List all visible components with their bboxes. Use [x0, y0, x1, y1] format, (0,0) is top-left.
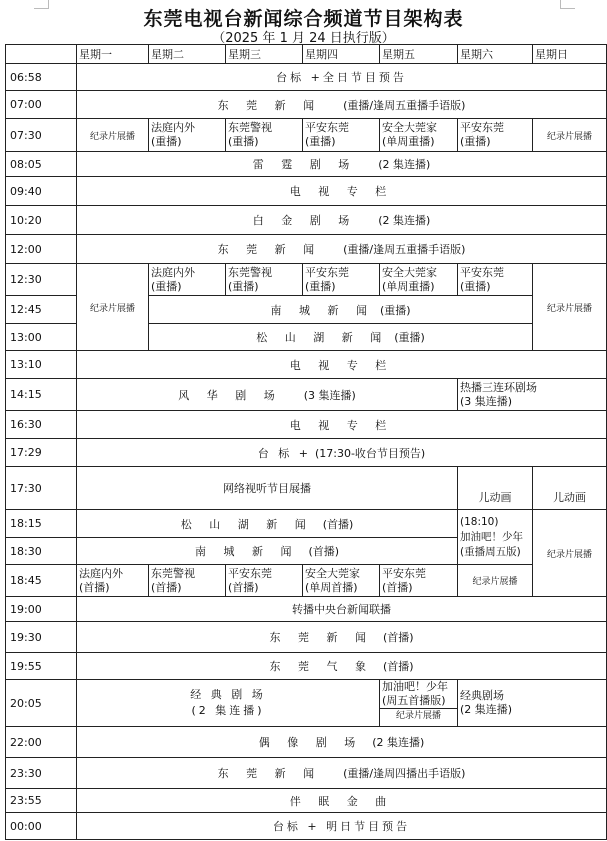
program-note: (首播) [322, 517, 354, 531]
program-cell [77, 91, 607, 119]
program-note: (重播/逢周五重播手语版) [343, 243, 466, 256]
program-cell: 安全大莞家 (单周重播) [380, 119, 458, 152]
program-title: 风 华 剧 场 [178, 388, 282, 402]
header-day: 星期三 [226, 45, 303, 64]
header-row [6, 45, 607, 64]
program-title: 东 莞 新 闻 [269, 631, 373, 644]
page-title: 东莞电视台新闻综合频道节目架构表 [143, 8, 464, 30]
program-note: (首播) [382, 631, 414, 644]
program-cell: 电 视 专 栏 [77, 411, 607, 439]
header-day: 星期六 [458, 45, 533, 64]
program-cell: 平安东莞 (首播) [380, 565, 458, 597]
program-note: (17:30-收台节目预告) [314, 446, 426, 460]
program-cell: 安全大莞家 (单周重播) [380, 264, 458, 296]
program-title: 南 城 新 闻 [270, 303, 374, 317]
table-row [6, 411, 607, 439]
program-cell: 平安东莞 (重播) [303, 264, 380, 296]
program-cell [77, 727, 607, 758]
table-row [6, 379, 607, 411]
header-day: 星期一 [77, 45, 149, 64]
table-row [6, 565, 607, 597]
time-cell: 14:15 [6, 379, 77, 411]
program-note: (2 集连播) [378, 158, 431, 171]
time-cell: 07:00 [6, 91, 77, 119]
program-cell: 电 视 专 栏 [77, 351, 607, 379]
time-cell: 18:15 [6, 510, 77, 538]
program-title: 松 山 湖 新 闻 [256, 331, 389, 344]
program-cell: 转播中央台新闻联播 [77, 597, 607, 622]
program-note: (首播) [308, 545, 340, 558]
time-cell: 23:30 [6, 758, 77, 789]
time-cell: 06:58 [6, 64, 77, 91]
table-row [6, 206, 607, 235]
program-cell [77, 206, 607, 235]
program-cell [77, 622, 607, 653]
time-cell: 19:30 [6, 622, 77, 653]
program-cell [77, 653, 607, 680]
time-cell: 18:45 [6, 565, 77, 597]
table-row [6, 758, 607, 789]
program-note: (3 集连播) [303, 388, 356, 402]
program-cell: 平安东莞 (重播) [303, 119, 380, 152]
header-time [6, 45, 77, 64]
program-note: (重播) [379, 303, 411, 317]
program-cell: 纪录片展播 [458, 565, 533, 597]
table-row [6, 91, 607, 119]
table-row [6, 119, 607, 152]
table-row [6, 653, 607, 680]
program-note: (重播) [394, 331, 425, 344]
time-cell: 12:00 [6, 235, 77, 264]
program-title: 东 莞 新 闻 [217, 767, 322, 780]
header-day: 星期五 [380, 45, 458, 64]
program-cell [77, 235, 607, 264]
table-row [6, 727, 607, 758]
program-cell: 儿动画 [533, 467, 607, 510]
table-row [6, 597, 607, 622]
program-cell [77, 510, 458, 538]
program-cell: 儿动画 [458, 467, 533, 510]
program-title: 台 标 + [257, 446, 311, 460]
table-row [6, 351, 607, 379]
table-row [6, 439, 607, 467]
program-cell: 经典剧场 (2 集连播) [458, 680, 607, 727]
table-row [6, 467, 607, 510]
time-cell: 18:30 [6, 538, 77, 565]
page-subtitle: （2025 年 1 月 24 日执行版） [212, 31, 395, 46]
program-cell: 纪录片展播 [77, 264, 149, 351]
table-row [6, 813, 607, 840]
program-cell: 电 视 专 栏 [77, 177, 607, 206]
table-row [6, 64, 607, 91]
program-note: (首播) [382, 660, 414, 673]
program-cell: 东莞警视 (重播) [226, 264, 303, 296]
program-cell: 平安东莞 (重播) [458, 264, 533, 296]
time-cell: 13:10 [6, 351, 77, 379]
time-cell: 23:55 [6, 789, 77, 813]
program-title: 雷 霆 剧 场 [252, 158, 357, 171]
time-cell: 19:55 [6, 653, 77, 680]
program-title: 东 莞 气 象 [269, 660, 373, 673]
program-cell [380, 680, 458, 727]
program-note: (2 集连播) [372, 736, 425, 749]
program-cell: 法庭内外 (重播) [149, 264, 226, 296]
time-cell: 07:30 [6, 119, 77, 152]
program-note: (重播/逢周五重播手语版) [343, 98, 466, 112]
program-cell: (18:10) 加油吧！少年 (重播周五版) [458, 510, 533, 565]
time-cell: 12:45 [6, 296, 77, 324]
program-title: 偶 像 剧 场 [258, 736, 363, 749]
time-cell: 16:30 [6, 411, 77, 439]
time-cell: 19:00 [6, 597, 77, 622]
program-cell [77, 758, 607, 789]
time-cell: 10:20 [6, 206, 77, 235]
program-title: 东 莞 新 闻 [217, 98, 322, 112]
time-cell: 00:00 [6, 813, 77, 840]
program-cell: 法庭内外 (重播) [149, 119, 226, 152]
program-cell [77, 439, 607, 467]
table-row [6, 789, 607, 813]
header-day: 星期日 [533, 45, 607, 64]
time-cell: 17:30 [6, 467, 77, 510]
program-cell [149, 324, 533, 351]
time-cell: 09:40 [6, 177, 77, 206]
program-cell [77, 152, 607, 177]
time-cell: 20:05 [6, 680, 77, 727]
table-row [6, 177, 607, 206]
program-title: 东 莞 新 闻 [217, 243, 322, 256]
table-row [6, 680, 607, 727]
program-title: 南 城 新 闻 [194, 545, 299, 558]
program-title: 白 金 剧 场 [252, 214, 357, 227]
program-cell: 安全大莞家 (单周首播) [303, 565, 380, 597]
program-cell: 纪录片展播 [533, 264, 607, 351]
program-cell: 纪录片展播 [533, 510, 607, 597]
table-row [6, 264, 607, 296]
time-cell: 22:00 [6, 727, 77, 758]
program-cell: 平安东莞 (首播) [226, 565, 303, 597]
program-cell: 东莞警视 (重播) [226, 119, 303, 152]
program-cell: 东莞警视 (首播) [149, 565, 226, 597]
program-cell: 台标 + 明日节目预告 [77, 813, 607, 840]
time-cell: 12:30 [6, 264, 77, 296]
program-cell: 纪录片展播 [533, 119, 607, 152]
program-cell: 伴 眠 金 曲 [77, 789, 607, 813]
program-cell [149, 296, 533, 324]
table-row [6, 152, 607, 177]
program-cell [77, 538, 458, 565]
program-note: (2 集连播) [378, 214, 431, 227]
table-row [6, 510, 607, 538]
program-note: 纪录片展播 [395, 711, 441, 721]
program-title: 松 山 湖 新 闻 [180, 517, 313, 531]
schedule-table [5, 44, 607, 840]
program-cell: 经 典 剧 场 (2 集连播) [77, 680, 380, 727]
program-cell: 热播三连环剧场 (3 集连播) [458, 379, 607, 411]
time-cell: 08:05 [6, 152, 77, 177]
table-row [6, 622, 607, 653]
program-cell: 网络视听节目展播 [77, 467, 458, 510]
program-cell [77, 379, 458, 411]
program-cell: 平安东莞 (重播) [458, 119, 533, 152]
header-day: 星期二 [149, 45, 226, 64]
program-cell: 台标 +全日节目预告 [77, 64, 607, 91]
time-cell: 13:00 [6, 324, 77, 351]
time-cell: 17:29 [6, 439, 77, 467]
program-cell: 纪录片展播 [77, 119, 149, 152]
program-title: 加油吧！少年 (周五首播版) [380, 680, 457, 709]
table-row [6, 235, 607, 264]
header-day: 星期四 [303, 45, 380, 64]
program-cell: 法庭内外 (首播) [77, 565, 149, 597]
program-note: (重播/逢周四播出手语版) [343, 767, 466, 780]
